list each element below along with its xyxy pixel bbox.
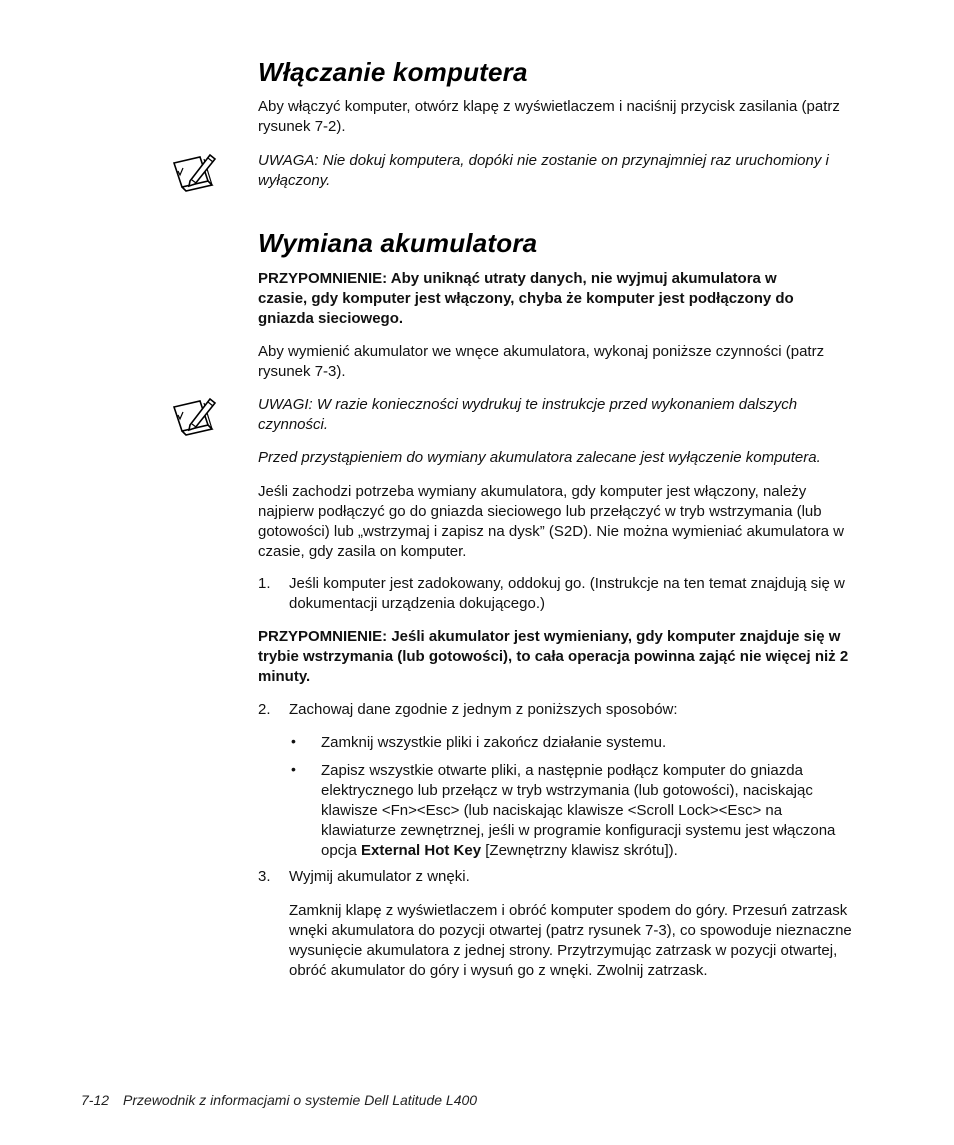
step-number: 1. [258,575,271,592]
note-text: W razie konieczności wydrukuj te instrukcje przed wykonaniem dalszych czynności. [258,396,798,433]
note-print-instructions [258,395,858,435]
step-number: 3. [258,868,271,885]
page-footer [81,1090,477,1110]
reminder-standby: PRZYPOMNIENIE: Jeśli akumulator jest wymieniany, gdy komputer znajduje się w trybie wstrzymania (lub gotowości), to cała operacja powinna zająć nie więcej niż 2 minuty. [258,628,849,685]
heading-wymiana: Wymiana akumulatora [258,228,538,258]
step-number: 2. [258,701,271,718]
step-1-text: Jeśli komputer jest zadokowany, oddokuj go. (Instrukcje na ten temat znajdują się w dokumentacji urządzenia dokującego.) [289,575,845,612]
bullet-2-text [321,761,859,861]
footer-title: Przewodnik z informacjami o systemie Dell Latitude L400 [123,1092,478,1108]
paragraph-power-on: Aby włączyć komputer, otwórz klapę z wyświetlaczem i naciśnij przycisk zasilania (patrz rysunek 7-2). [258,98,840,135]
paragraph-hot-swap: Jeśli zachodzi potrzeba wymiany akumulatora, gdy komputer jest włączony, należy najpierw podłączyć go do gniazda sieciowego lub przełączyć w tryb wstrzymania (lub gotowości) lub „wstrzymaj i zapisz na dysk” (S2D). Nie można wymieniać akumulatora w czasie, gdy zasila on komputer. [258,483,845,560]
note-prefix: UWAGA: [258,152,323,169]
bullet-2-post: [Zewnętrzny klawisz skrótu]). [481,842,678,859]
note-power-off: Przed przystąpieniem do wymiany akumulatora zalecane jest wyłączenie komputera. [258,449,821,466]
note-pencil-icon [170,395,220,437]
bullet-2-option: External Hot Key [361,842,482,859]
page-number: 7-12 [81,1092,110,1108]
reminder-data-loss: PRZYPOMNIENIE: Aby uniknąć utraty danych, nie wyjmuj akumulatora w czasie, gdy komputer jest włączony, chyba że komputer jest podłączony do gniazda sieciowego. [258,270,794,327]
heading-wlaczanie: Włączanie komputera [258,57,528,87]
bullet-icon: • [291,733,296,749]
note-docking [258,151,858,191]
note-text: Nie dokuj komputera, dopóki nie zostanie on przynajmniej raz uruchomiony i wyłączony. [258,152,829,189]
step-3-detail: Zamknij klapę z wyświetlaczem i obróć komputer spodem do góry. Przesuń zatrzask wnęki akumulatora do pozycji otwartej (patrz rysunek 7-3), co spowoduje nieznaczne wysunięcie akumulatora z jednej strony. Przytrzymując zatrzask w pozycji otwartej, obróć akumulator do góry i wysuń go z wnęki. Zwolnij zatrzask. [289,902,852,979]
note-pencil-icon [170,151,220,193]
bullet-icon: • [291,761,296,777]
step-3-text: Wyjmij akumulator z wnęki. [289,868,470,885]
bullet-1-text: Zamknij wszystkie pliki i zakończ działanie systemu. [321,734,667,751]
bullet-2-pre: Zapisz wszystkie otwarte pliki, a następnie podłącz komputer do gniazda elektrycznego lub przełącz w tryb wstrzymania (lub gotowości), naciskając klawisze <Fn><Esc> (lub naciskając klawisze <Scroll Lock><Esc> na klawiaturze zewnętrznej, jeśli w programie konfiguracji systemu jest włączona opcja [321,762,836,859]
paragraph-intro: Aby wymienić akumulator we wnęce akumulatora, wykonaj poniższe czynności (patrz rysunek 7-3). [258,343,825,380]
note-prefix: UWAGI: [258,396,317,413]
step-2-text: Zachowaj dane zgodnie z jednym z poniższych sposobów: [289,701,678,718]
